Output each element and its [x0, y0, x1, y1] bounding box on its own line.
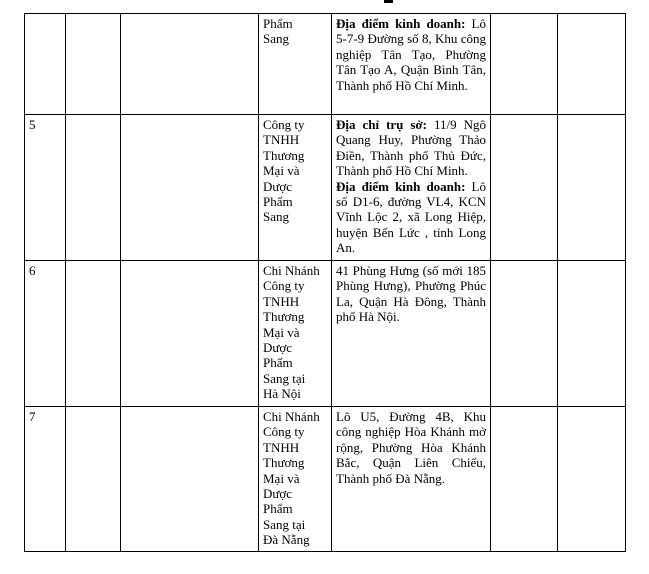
facility-name-cell	[259, 261, 332, 407]
facility-name-line: Công ty	[263, 424, 305, 440]
facility-table	[24, 13, 626, 552]
row-number-cell	[25, 261, 66, 407]
facility-name-line: Dược	[263, 486, 293, 502]
table-row	[25, 261, 626, 407]
empty-cell	[558, 407, 626, 552]
facility-name-line: TNHH	[263, 293, 300, 309]
address-text: Lô 5-7-9 Đường số 8, Khu công nghiệp Tân Tạo, Phường Tân Tạo A, Quận Bình Tân, Thành phố Hồ Chí Minh.	[336, 16, 486, 93]
facility-name-line: Phẩm	[263, 355, 293, 371]
facility-name-cell	[259, 14, 332, 115]
facility-name-line: Đà Nẵng	[263, 532, 310, 548]
row-number-cell	[25, 14, 66, 115]
facility-name-cell	[259, 115, 332, 261]
facility-name-line: Thương	[263, 455, 305, 471]
empty-cell	[491, 115, 558, 261]
address-block	[336, 117, 486, 179]
address-text: 41 Phùng Hưng (số mới 185 Phùng Hưng), Phường Phúc La, Quận Hà Đông, Thành phố Hà Nội.	[336, 263, 486, 325]
address-text: Lô số D1-6, đường VL4, KCN Vĩnh Lộc 2, xã Long Hiệp, huyện Bến Lức , tỉnh Long An.	[336, 178, 486, 256]
row-number-cell	[25, 115, 66, 261]
facility-name-line: Chi Nhánh	[263, 263, 320, 278]
empty-cell	[66, 407, 121, 552]
empty-cell	[558, 261, 626, 407]
address-label: Địa điểm kinh doanh:	[336, 178, 466, 194]
facility-name-line: Hà Nội	[263, 386, 301, 402]
empty-cell	[491, 261, 558, 407]
empty-cell	[66, 14, 121, 115]
table-body	[25, 14, 626, 552]
empty-cell	[491, 14, 558, 115]
facility-name-line: Dược	[263, 340, 293, 356]
empty-cell	[121, 407, 259, 552]
table-row	[25, 14, 626, 115]
facility-name-line: Sang tại	[263, 370, 306, 386]
page-top-mark	[384, 0, 393, 3]
empty-cell	[66, 115, 121, 261]
facility-name-line: Thương	[263, 309, 305, 325]
row-number: 5	[29, 117, 36, 132]
empty-cell	[121, 115, 259, 261]
address-block	[336, 263, 486, 325]
address-cell	[332, 115, 491, 261]
facility-name-line: Phẩm	[263, 501, 293, 517]
empty-cell	[121, 261, 259, 407]
facility-name-line: Sang tại	[263, 516, 306, 532]
address-label: Địa chỉ trụ sở:	[336, 117, 427, 132]
address-cell	[332, 261, 491, 407]
facility-name-cell	[259, 407, 332, 552]
facility-name-line: Mại và	[263, 163, 300, 179]
facility-name-line: Thương	[263, 147, 305, 163]
address-block	[336, 409, 486, 486]
facility-name-line: Phẩm	[263, 16, 293, 31]
empty-cell	[66, 261, 121, 407]
address-cell	[332, 14, 491, 115]
empty-cell	[121, 14, 259, 115]
facility-name-line: Mại và	[263, 324, 300, 340]
table-row	[25, 407, 626, 552]
row-number: 6	[29, 263, 36, 278]
facility-name-line: Công ty	[263, 278, 305, 294]
facility-name-line: Công ty	[263, 117, 305, 132]
facility-name-line: Sang	[263, 209, 289, 225]
empty-cell	[491, 407, 558, 552]
address-text: Lô U5, Đường 4B, Khu công nghiệp Hòa Khánh mở rộng, Phường Hòa Khánh Bắc, Quận Liên Chiểu, Thành phố Đà Nẵng.	[336, 409, 486, 486]
table-row	[25, 115, 626, 261]
facility-name-line: TNHH	[263, 439, 300, 455]
facility-name-line: Sang	[263, 31, 289, 47]
empty-cell	[558, 115, 626, 261]
row-number: 7	[29, 409, 36, 424]
row-number-cell	[25, 407, 66, 552]
facility-name-line: TNHH	[263, 132, 300, 148]
address-block	[336, 16, 486, 93]
facility-name-line: Phẩm	[263, 194, 293, 210]
address-block	[336, 179, 486, 256]
facility-name-line: Chi Nhánh	[263, 409, 320, 424]
address-text: 11/9 Ngô Quang Huy, Phường Thảo Điền, Thành phố Thủ Đức, Thành phố Hồ Chí Minh.	[336, 117, 486, 179]
facility-name-line: Dược	[263, 178, 293, 194]
address-cell	[332, 407, 491, 552]
empty-cell	[558, 14, 626, 115]
facility-name-line: Mại và	[263, 470, 300, 486]
address-label: Địa điểm kinh doanh:	[336, 16, 466, 31]
